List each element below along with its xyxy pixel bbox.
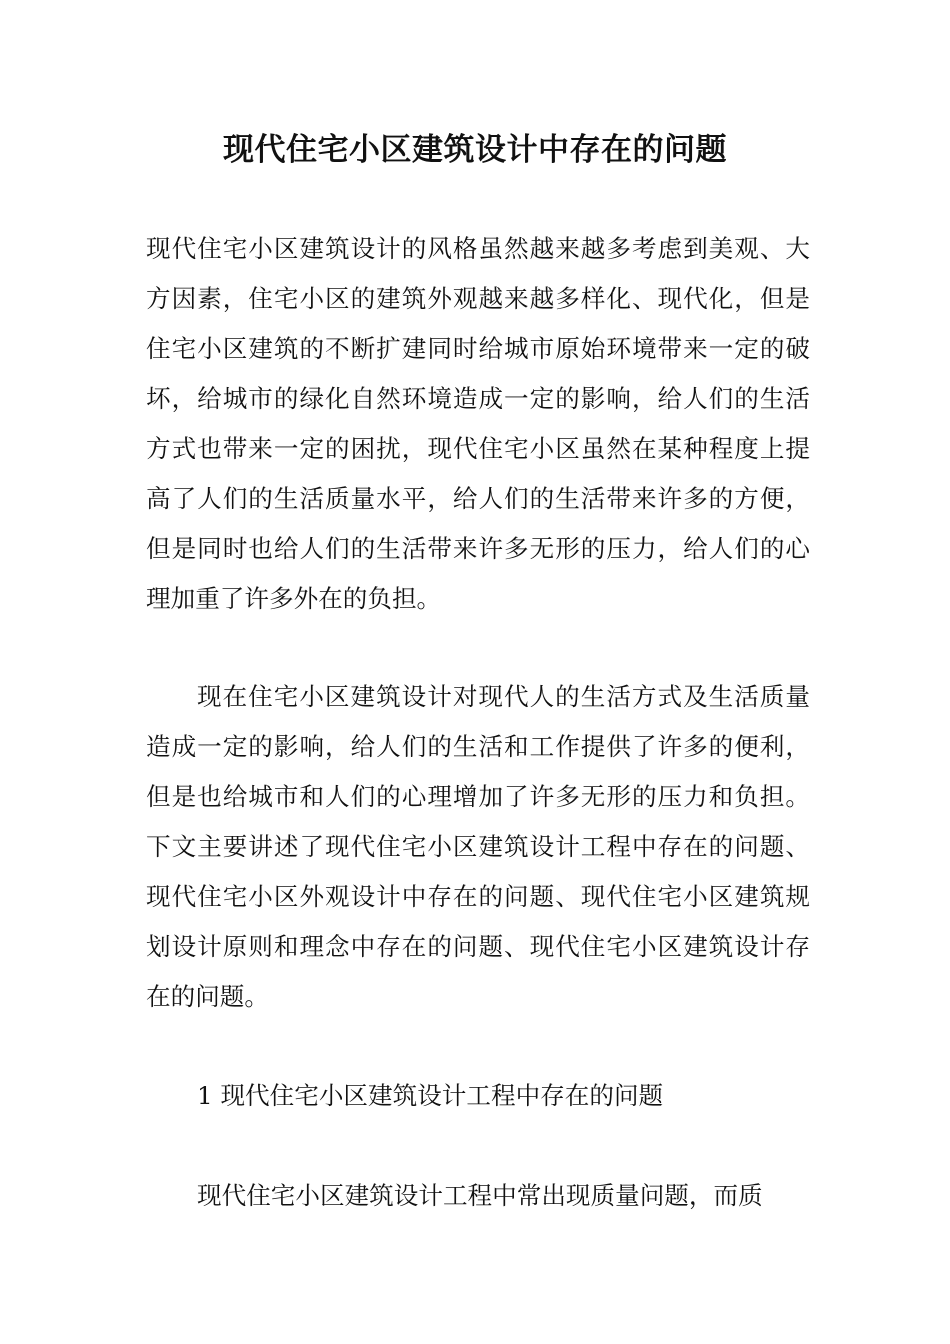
- section-heading: 1 现代住宅小区建筑设计工程中存在的问题: [197, 1081, 664, 1110]
- paragraph-overview: 现在住宅小区建筑设计对现代人的生活方式及生活质量造成一定的影响，给人们的生活和工作提供了许多的便利，但是也给城市和人们的心理增加了许多无形的压力和负担。下文主要讲述了现代住宅小区建筑设计工程中存在的问题、现代住宅小区外观设计中存在的问题、现代住宅小区建筑规划设计原则和理念中存在的问题、现代住宅小区建筑设计存在的问题。: [146, 682, 810, 1011]
- paragraph-intro: 现代住宅小区建筑设计的风格虽然越来越多考虑到美观、大方因素，住宅小区的建筑外观越来越多样化、现代化，但是住宅小区建筑的不断扩建同时给城市原始环境带来一定的破坏，给城市的绿化自然环境造成一定的影响，给人们的生活方式也带来一定的困扰，现代住宅小区虽然在某种程度上提高了人们的生活质量水平，给人们的生活带来许多的方便，但是同时也给人们的生活带来许多无形的压力，给人们的心理加重了许多外在的负担。: [146, 234, 810, 613]
- document-title: 现代住宅小区建筑设计中存在的问题: [223, 132, 727, 168]
- section-paragraph: 现代住宅小区建筑设计工程中常出现质量问题，而质: [197, 1181, 763, 1210]
